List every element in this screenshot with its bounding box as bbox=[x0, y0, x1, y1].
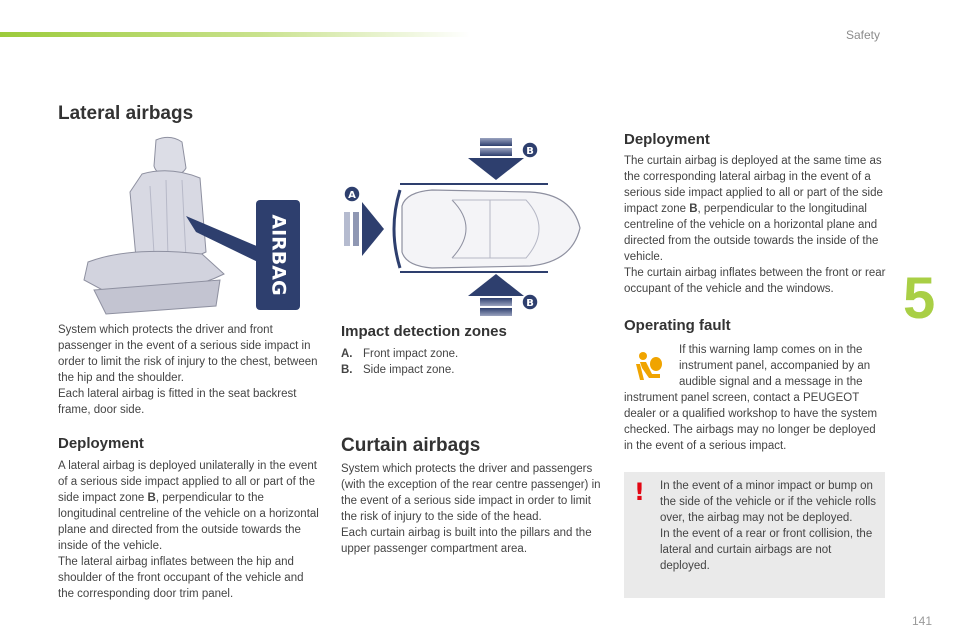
lateral-intro bbox=[58, 322, 320, 418]
exclamation-icon: ! bbox=[634, 478, 645, 506]
section-label: Safety bbox=[846, 28, 881, 42]
fault-text-bottom: instrument panel screen, contact a PEUGEOT dealer or a qualified workshop to have the system checked. The airbags may no longer be deployed in the event of a serious impact. bbox=[624, 392, 878, 452]
lateral-deployment-text: A lateral airbag is deployed unilaterally in the event of a serious side impact applied to all or part of the side impact zone B, perpendicular to the longitudinal centreline of the vehicle on a horizontal plane and directed from the outside towards the inside of the vehicle. The lateral airbag inflates between the hip and shoulder of the front occupant of the vehicle and the corresponding door trim panel. bbox=[58, 460, 319, 600]
airbag-label: AIRBAG bbox=[267, 214, 290, 296]
warning-paragraph-1: In the event of a minor impact or bump on the side of the vehicle or if the vehicle rolls over, the airbag may not be deployed. bbox=[660, 480, 877, 524]
chapter-number: 5 bbox=[903, 266, 936, 331]
lateral-deployment-heading: Deployment bbox=[58, 435, 144, 452]
header-accent-bar bbox=[0, 32, 470, 37]
operating-fault-heading: Operating fault bbox=[624, 317, 731, 334]
airbag-warning-lamp-icon bbox=[632, 350, 666, 384]
curtain-paragraph-2: Each curtain airbag is built into the pillars and the upper passenger compartment area. bbox=[341, 527, 592, 555]
curtain-deployment-text: The curtain airbag is deployed at the same time as the corresponding lateral airbag in the event of a serious side impact applied to all or part of the side impact zone B, perpendicular to the longitudinal centreline of the vehicle on a horizontal plane and directed from the outside towards the inside of the vehicle. The curtain airbag inflates between the front or rear occupant of the vehicle and the windows. bbox=[624, 155, 886, 295]
warning-paragraph-2: In the event of a rear or front collision, the lateral and curtain airbags are not deployed. bbox=[660, 528, 873, 572]
seat-airbag-illustration bbox=[70, 134, 315, 319]
impact-zones-list bbox=[341, 346, 591, 378]
curtain-paragraph-1: System which protects the driver and passengers (with the exception of the rear centre passenger) in the event of a serious side impact in order to limit the risk of injury to the side of the head. bbox=[341, 463, 601, 523]
impact-zones-diagram bbox=[340, 134, 598, 320]
lateral-intro-paragraph-2: Each lateral airbag is fitted in the seat backrest frame, door side. bbox=[58, 388, 297, 416]
page-number: 141 bbox=[912, 614, 933, 628]
curtain-text bbox=[341, 461, 605, 557]
zone-b-top-label: B bbox=[526, 146, 534, 157]
lateral-airbags-title: Lateral airbags bbox=[58, 103, 194, 124]
curtain-deployment-heading: Deployment bbox=[624, 131, 710, 148]
lateral-intro-paragraph-1: System which protects the driver and front passenger in the event of a serious side impact in order to limit the risk of injury to the chest, between the hip and the shoulder. bbox=[58, 324, 318, 384]
list-item: A. Front impact zone. bbox=[341, 348, 459, 360]
warning-text bbox=[660, 478, 882, 574]
impact-zones-heading: Impact detection zones bbox=[341, 323, 507, 340]
warning-box bbox=[624, 472, 885, 598]
zone-a-label: A bbox=[348, 190, 356, 201]
fault-text-top: If this warning lamp comes on in the instrument panel, accompanied by an audible signal and a message in the bbox=[679, 344, 871, 388]
zone-b-bottom-label: B bbox=[526, 298, 534, 309]
list-item: B. Side impact zone. bbox=[341, 364, 455, 376]
curtain-airbags-title: Curtain airbags bbox=[341, 435, 481, 456]
